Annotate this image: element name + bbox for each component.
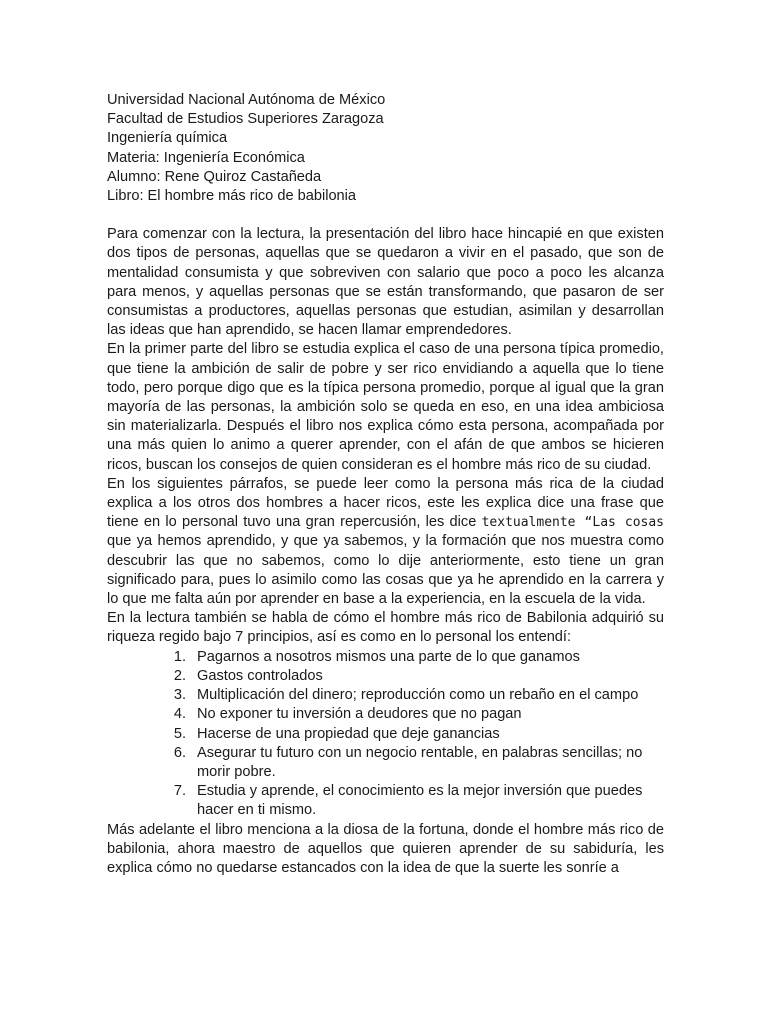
list-item-text: Asegurar tu futuro con un negocio rentable, en palabras sencillas; no morir pobre. xyxy=(197,744,643,780)
list-item-number: 7. xyxy=(173,783,186,800)
paragraph-quote-start: En los siguientes párrafos, se puede leer como la persona más rica de la ciudad explica a los otros dos hombres a hacer ricos, este les explica dice una frase que tiene en lo personal tuvo una gran repercusión, les dice xyxy=(107,475,664,531)
list-item-number: 3. xyxy=(173,687,186,704)
student-line: Alumno: Rene Quiroz Castañeda xyxy=(107,168,322,185)
list-item xyxy=(107,686,664,705)
list-item xyxy=(107,725,664,744)
principles-list xyxy=(107,648,664,821)
list-item-text: Estudia y aprende, el conocimiento es la mejor inversión que puedes hacer en ti mismo. xyxy=(197,783,643,819)
list-item xyxy=(107,705,664,724)
list-item-text: Gastos controlados xyxy=(197,667,323,684)
quote-text: textualmente “Las cosas xyxy=(481,515,664,531)
list-item-text: Multiplicación del dinero; reproducción como un rebaño en el campo xyxy=(197,687,639,704)
list-item xyxy=(107,667,664,686)
career-name: Ingeniería química xyxy=(107,130,228,147)
list-item-text: No exponer tu inversión a deudores que no pagan xyxy=(197,706,522,723)
subject-line: Materia: Ingeniería Económica xyxy=(107,149,305,166)
list-item-number: 1. xyxy=(173,648,186,665)
list-item-text: Pagarnos a nosotros mismos una parte de lo que ganamos xyxy=(197,648,580,665)
list-item xyxy=(107,744,664,782)
list-item-number: 5. xyxy=(173,725,186,742)
paragraph-intro: Para comenzar con la lectura, la presentación del libro hace hincapié en que existen dos tipos de personas, aquellas que se quedaron a vivir en el pasado, que son de mentalidad consumista y que sobreviven con salario que poco a poco les alcanza para menos, y aquellas personas que se están transformando, que pasaron de ser consumistas a productores, aquellas personas que estudian, asimilan y desarrollan las ideas que han aprendido, se hacen llamar emprendedores. xyxy=(107,226,664,339)
list-item-number: 2. xyxy=(173,667,186,684)
paragraph-quote xyxy=(107,475,664,609)
paragraph-quote-end: que ya hemos aprendido, y que ya sabemos, y la formación que nos muestra como descubrir las que no sabemos, como lo dije anteriormente, esto tiene un gran significado para, pues lo asimilo como las cosas que ya he aprendido en la carrera y lo que me falta aún por aprender en base a la experiencia, en la escuela de la vida. xyxy=(107,533,664,608)
list-item-number: 4. xyxy=(173,706,186,723)
paragraph-principles-intro: En la lectura también se habla de cómo el hombre más rico de Babilonia adquirió su riqueza regido bajo 7 principios, así es como en lo personal los entendí: xyxy=(107,610,664,646)
faculty-name: Facultad de Estudios Superiores Zaragoza xyxy=(107,111,384,128)
list-item xyxy=(107,782,664,820)
list-item xyxy=(107,648,664,667)
list-item-number: 6. xyxy=(173,744,186,761)
paragraph-fortune: Más adelante el libro menciona a la diosa de la fortuna, donde el hombre más rico de babilonia, ahora maestro de aquellos que quieren aprender de su sabiduría, les explica cómo no quedarse estancados con la idea de que la suerte les sonríe a xyxy=(107,821,664,876)
paragraph-first-part: En la primer parte del libro se estudia explica el caso de una persona típica promedio, que tiene la ambición de salir de pobre y ser rico envidiando a aquella que lo tiene todo, pero porque digo que es la típica persona promedio, porque al igual que la gran mayoría de las personas, la ambición solo se queda en eso, en una idea ambiciosa sin materializarla. Después el libro nos explica cómo esta persona, acompañada por una más quien lo animo a querer aprender, con el afán de que ambos se hicieren ricos, buscan los consejos de quien consideran es el hombre más rico de su ciudad. xyxy=(107,341,664,473)
list-item-text: Hacerse de una propiedad que deje ganancias xyxy=(197,725,500,742)
book-line: Libro: El hombre más rico de babilonia xyxy=(107,188,357,205)
university-name: Universidad Nacional Autónoma de México xyxy=(107,92,386,108)
header-spacer xyxy=(107,206,664,225)
